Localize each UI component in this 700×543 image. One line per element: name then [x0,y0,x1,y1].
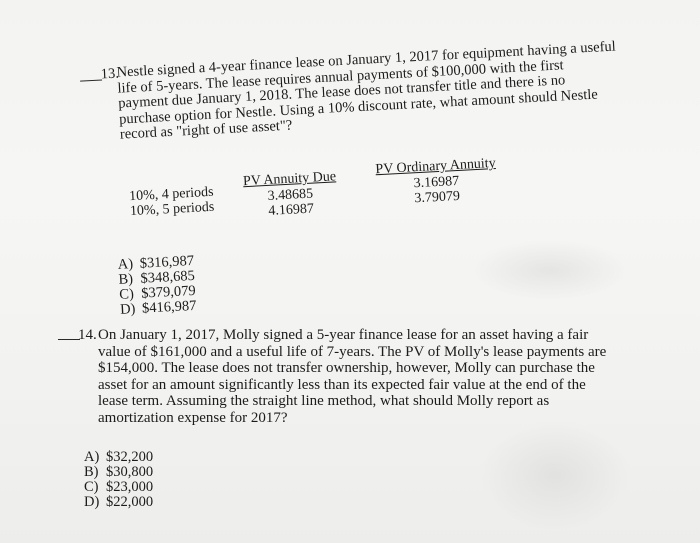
question-number: 13. [100,65,120,83]
table-cell: 4.16987 [268,201,315,219]
option-text: $348,685 [140,267,196,287]
option-text: $30,800 [106,464,154,480]
answer-option[interactable] [84,480,153,495]
column-header: PV Annuity Due [242,169,337,190]
pv-table-row-label: 10%, 4 periods [128,184,214,205]
option-letter: D) [119,301,136,318]
table-cell: 3.79079 [414,188,461,207]
option-letter: B) [84,464,99,480]
option-text: $379,079 [140,282,197,302]
option-text: $32,200 [106,449,154,465]
option-text: $316,987 [139,252,195,272]
answer-blank-line [58,339,80,340]
question-text: Nestle signed a 4-year finance lease on January 1, 2017 for equipment having a useful life of 5-years. The lease requires annual payments of $100,000 with the first payment due January 1, 2018. The lease does not transfer title and there is no purchase option for Nestle. Using a 10% discount rate, what amount should Nestle record as "right of use asset"? [116,38,617,143]
option-letter: B) [118,271,134,288]
answer-option[interactable] [84,495,153,510]
option-text: $23,000 [106,479,154,495]
option-letter: A) [84,449,100,465]
answer-option[interactable] [84,450,153,465]
table-cell: 3.16987 [413,173,460,192]
pv-table-row-label: 10%, 5 periods [129,199,215,220]
table-cell: 3.48685 [267,186,314,204]
question-text: On January 1, 2017, Molly signed a 5-year finance lease for an asset having a fair value of $161,000 and a useful life of 7-years. The PV of Molly's lease payments are $154,000. The lease does not transfer ownership, however, Molly can purchase the asset for an amount significantly less than its expected fair value at the end of the lease term. Assuming the straight line method, what should Molly report as amortization expense for 2017? [98,327,607,426]
column-header: PV Ordinary Annuity [375,155,497,178]
answer-options [84,450,153,510]
option-letter: C) [84,479,99,495]
answer-option[interactable] [84,465,153,480]
option-text: $416,987 [141,297,197,317]
option-letter: C) [118,286,135,303]
option-text: $22,000 [106,494,154,510]
question-number: 14. [78,327,97,343]
option-letter: A) [117,256,134,273]
option-letter: D) [84,494,100,510]
